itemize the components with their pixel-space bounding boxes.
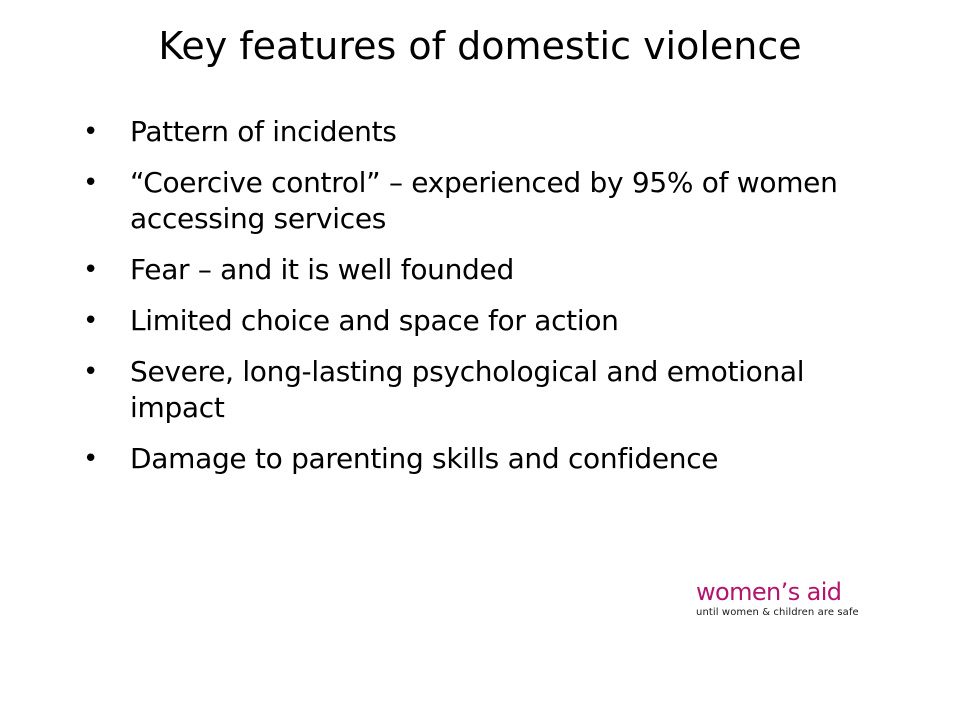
bullet-text: Limited choice and space for action bbox=[130, 304, 619, 337]
slide-title: Key features of domestic violence bbox=[158, 24, 802, 68]
logo-name: women’s aid bbox=[696, 578, 842, 606]
bullet-text: “Coercive control” – experienced by 95% of women accessing services bbox=[130, 166, 838, 235]
bullet-icon: • bbox=[83, 168, 99, 198]
bullet-icon: • bbox=[83, 444, 99, 474]
bullet-item bbox=[72, 114, 892, 150]
womens-aid-logo bbox=[696, 578, 896, 628]
bullet-item bbox=[72, 252, 892, 288]
logo-tagline: until women & children are safe bbox=[696, 607, 859, 618]
bullet-icon: • bbox=[83, 255, 99, 285]
bullet-icon: • bbox=[83, 117, 99, 147]
bullet-icon: • bbox=[83, 357, 99, 387]
bullet-icon: • bbox=[83, 306, 99, 336]
bullet-item bbox=[72, 354, 892, 426]
bullet-text: Pattern of incidents bbox=[130, 115, 397, 148]
bullet-text: Fear – and it is well founded bbox=[130, 253, 514, 286]
bullet-text: Severe, long-lasting psychological and emotional impact bbox=[130, 355, 805, 424]
bullet-item bbox=[72, 165, 892, 237]
bullet-item bbox=[72, 441, 892, 477]
bullet-list bbox=[72, 114, 892, 492]
bullet-text: Damage to parenting skills and confidence bbox=[130, 442, 719, 475]
bullet-item bbox=[72, 303, 892, 339]
